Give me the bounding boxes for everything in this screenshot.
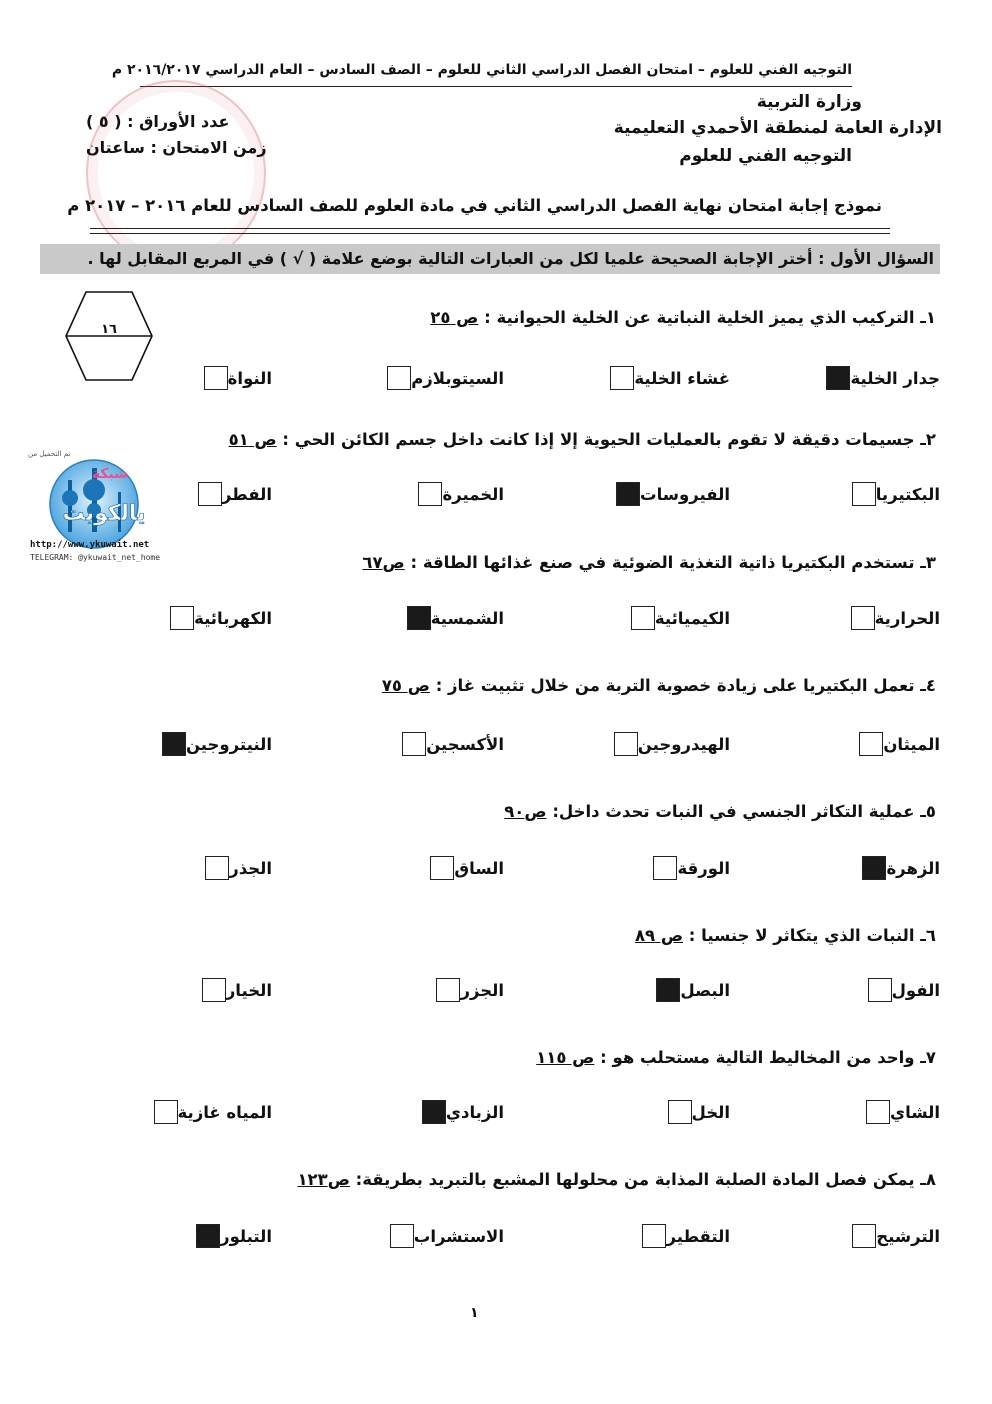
q6-option-3[interactable]: [430, 978, 504, 1002]
unchecked-box[interactable]: [852, 482, 876, 506]
unchecked-box[interactable]: [859, 732, 883, 756]
question-1-stem: ١ـ التركيب الذي يميز الخلية النباتية عن الخلية الحيوانية : ص ٢٥: [430, 308, 936, 327]
option-label: الشمسية: [430, 608, 504, 628]
option-label: البكتيريا: [875, 484, 940, 504]
q7-option-3[interactable]: [416, 1100, 504, 1124]
q4-option-3[interactable]: [396, 732, 504, 756]
checked-box[interactable]: [407, 606, 431, 630]
unchecked-box[interactable]: [170, 606, 194, 630]
q2-option-1[interactable]: [846, 482, 940, 506]
unchecked-box[interactable]: [614, 732, 638, 756]
unchecked-box[interactable]: [402, 732, 426, 756]
option-label: الفيروسات: [640, 484, 730, 504]
option-label: المياه غازية: [177, 1102, 272, 1122]
unchecked-box[interactable]: [204, 366, 228, 390]
official-stamp: [86, 80, 266, 266]
question-6-stem: ٦ـ النبات الذي يتكاثر لا جنسيا : ص ٨٩: [634, 926, 936, 945]
sheets-count: عدد الأوراق : ( ٥ ): [86, 112, 230, 131]
option-label: الخميرة: [442, 484, 504, 504]
q7-option-1[interactable]: [860, 1100, 940, 1124]
option-label: الهيدروجين: [637, 734, 730, 754]
unchecked-box[interactable]: [387, 366, 411, 390]
q7-option-2[interactable]: [662, 1100, 730, 1124]
logo-url: http://www.ykuwait.net: [30, 540, 150, 550]
option-label: الأكسجين: [426, 734, 504, 754]
q4-option-1[interactable]: [853, 732, 940, 756]
unchecked-box[interactable]: [418, 482, 442, 506]
question-2-stem: ٢ـ جسيمات دقيقة لا تقوم بالعمليات الحيوية إلا إذا كانت داخل جسم الكائن الحي : ص ٥١: [228, 430, 936, 449]
option-label: الورقة: [677, 858, 730, 878]
title-rule-bottom: [90, 233, 890, 234]
q4-option-4[interactable]: [156, 732, 272, 756]
q2-option-3[interactable]: [412, 482, 504, 506]
unchecked-box[interactable]: [668, 1100, 692, 1124]
q1-option-1[interactable]: [820, 366, 940, 390]
option-label: الخل: [691, 1102, 730, 1122]
checked-box[interactable]: [422, 1100, 446, 1124]
option-label: الكيميائية: [654, 608, 730, 628]
unchecked-box[interactable]: [868, 978, 892, 1002]
unchecked-box[interactable]: [642, 1224, 666, 1248]
q6-option-4[interactable]: [196, 978, 272, 1002]
q5-option-3[interactable]: [424, 856, 504, 880]
option-label: السيتوبلازم: [411, 368, 504, 388]
checked-box[interactable]: [656, 978, 680, 1002]
unchecked-box[interactable]: [436, 978, 460, 1002]
q3-option-2[interactable]: [625, 606, 730, 630]
checked-box[interactable]: [162, 732, 186, 756]
option-label: الكهربائية: [194, 608, 272, 628]
checked-box[interactable]: [862, 856, 886, 880]
q2-option-4[interactable]: [192, 482, 272, 506]
unchecked-box[interactable]: [202, 978, 226, 1002]
unchecked-box[interactable]: [154, 1100, 178, 1124]
q8-option-2[interactable]: [636, 1224, 730, 1248]
q3-option-3[interactable]: [401, 606, 504, 630]
option-label: غشاء الخلية: [634, 368, 730, 388]
exam-duration: زمن الامتحان : ساعتان: [86, 138, 267, 157]
option-label: الساق: [454, 858, 504, 878]
option-label: الزبادي: [445, 1102, 504, 1122]
question-8-stem: ٨ـ يمكن فصل المادة الصلبة المذابة من محلولها المشبع بالتبريد بطريقة: ص١٢٣: [297, 1170, 936, 1189]
score-value: ١٦: [101, 322, 117, 337]
answer-model-title: نموذج إجابة امتحان نهاية الفصل الدراسي الثاني في مادة العلوم للصف السادس للعام ٢٠١٦ – ٢٠١٧ م: [67, 196, 882, 215]
q5-option-4[interactable]: [199, 856, 272, 880]
top-header-line: التوجيه الفني للعلوم – امتحان الفصل الدراسي الثاني للعلوم – الصف السادس – العام الدراسي ٢٠١٦/٢٠١٧ م: [111, 62, 852, 78]
unchecked-box[interactable]: [430, 856, 454, 880]
directorate-name: الإدارة العامة لمنطقة الأحمدي التعليمية: [613, 118, 942, 138]
logo-side-note: تم التحميل من: [28, 450, 71, 458]
unchecked-box[interactable]: [653, 856, 677, 880]
option-label: الزهرة: [886, 858, 940, 878]
q1-option-3[interactable]: [381, 366, 504, 390]
q1-option-4[interactable]: [198, 366, 272, 390]
checked-box[interactable]: [196, 1224, 220, 1248]
top-header-rule: [140, 86, 852, 87]
q1-option-2[interactable]: [604, 366, 730, 390]
option-label: التقطير: [666, 1226, 730, 1246]
option-label: الخيار: [225, 980, 272, 1000]
q3-option-4[interactable]: [164, 606, 272, 630]
q8-option-4[interactable]: [190, 1224, 272, 1248]
unchecked-box[interactable]: [390, 1224, 414, 1248]
q3-option-1[interactable]: [845, 606, 940, 630]
option-label: الحرارية: [874, 608, 940, 628]
option-label: الجزر: [460, 980, 504, 1000]
unchecked-box[interactable]: [610, 366, 634, 390]
checked-box[interactable]: [616, 482, 640, 506]
option-label: النواة: [227, 368, 272, 388]
question-4-stem: ٤ـ تعمل البكتيريا على زيادة خصوبة التربة من خلال تثبيت غاز : ص ٧٥: [381, 676, 936, 695]
checked-box[interactable]: [826, 366, 850, 390]
page-number: ١: [470, 1305, 479, 1321]
unchecked-box[interactable]: [198, 482, 222, 506]
question-one-instruction: السؤال الأول : أختر الإجابة الصحيحة علميا لكل من العبارات التالية بوضع علامة ( √ ) في المربع المقابل لها .: [40, 244, 940, 274]
unchecked-box[interactable]: [205, 856, 229, 880]
unchecked-box[interactable]: [866, 1100, 890, 1124]
unchecked-box[interactable]: [631, 606, 655, 630]
unchecked-box[interactable]: [851, 606, 875, 630]
option-label: الاستشراب: [413, 1226, 504, 1246]
svg-text:يالكويت: يالكويت: [62, 501, 146, 526]
department-name: التوجيه الفني للعلوم: [679, 146, 852, 166]
svg-text:شبكة: شبكة: [91, 466, 129, 482]
q2-option-2[interactable]: [610, 482, 730, 506]
option-label: الميثان: [883, 734, 940, 754]
q6-option-1[interactable]: [862, 978, 940, 1002]
q8-option-3[interactable]: [384, 1224, 504, 1248]
q5-option-1[interactable]: [856, 856, 940, 880]
q5-option-2[interactable]: [647, 856, 730, 880]
unchecked-box[interactable]: [852, 1224, 876, 1248]
q8-option-1[interactable]: [846, 1224, 940, 1248]
option-label: الترشيح: [876, 1226, 940, 1246]
option-label: النيتروجين: [185, 734, 272, 754]
logo-telegram: TELEGRAM: @ykuwait_net_home: [30, 553, 161, 562]
option-label: الشاي: [890, 1102, 940, 1122]
q6-option-2[interactable]: [650, 978, 730, 1002]
option-label: جدار الخلية: [850, 368, 940, 388]
option-label: التبلور: [220, 1226, 272, 1246]
ministry-name: وزارة التربية: [756, 92, 862, 112]
option-label: الفطر: [221, 484, 272, 504]
title-rule-top: [90, 228, 890, 229]
question-7-stem: ٧ـ واحد من المخاليط التالية مستحلب هو : ص ١١٥: [536, 1048, 936, 1067]
q7-option-4[interactable]: [148, 1100, 273, 1124]
option-label: البصل: [680, 980, 730, 1000]
q4-option-2[interactable]: [608, 732, 730, 756]
option-label: الفول: [891, 980, 940, 1000]
question-5-stem: ٥ـ عملية التكاثر الجنسي في النبات تحدث داخل: ص٩٠: [504, 802, 936, 821]
option-label: الجذر: [229, 858, 272, 878]
question-3-stem: ٣ـ تستخدم البكتيريا ذاتية التغذية الضوئية في صنع غذائها الطاقة : ص٦٧: [362, 553, 936, 572]
